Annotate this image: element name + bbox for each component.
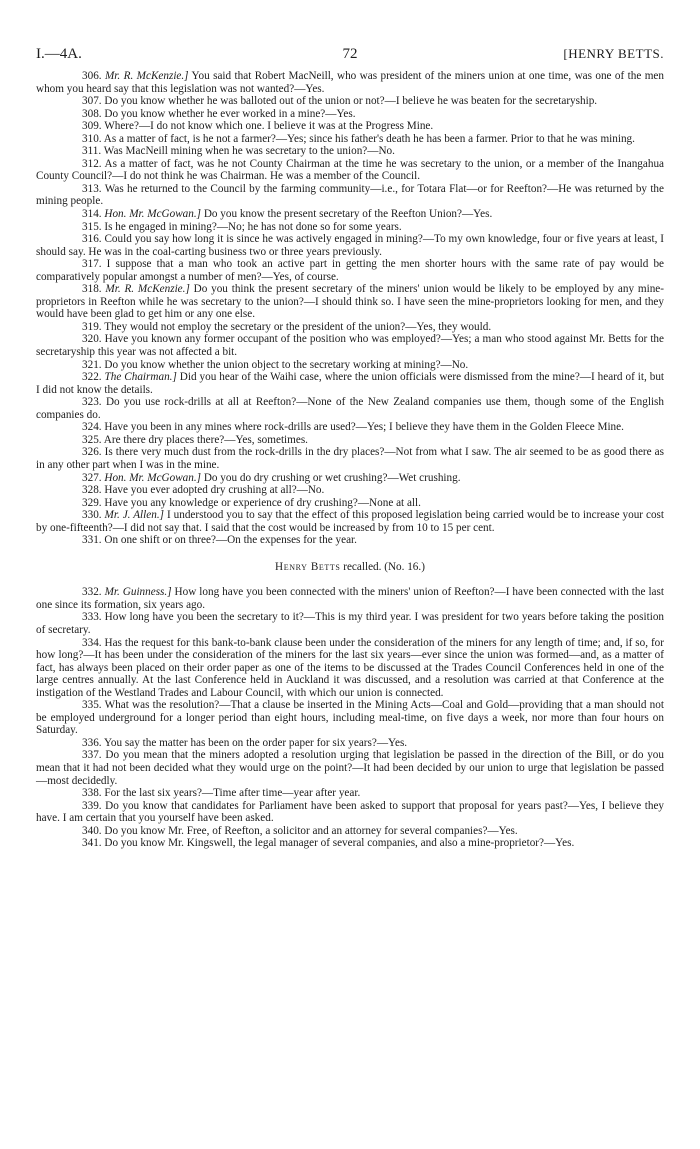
page-header (36, 46, 664, 66)
question-number: 321. (82, 358, 102, 371)
question-text: What was the resolution?—That a clause be inserted in the Mining Acts—Coal and Gold—providing that a man should not be employed underground for a longer period than eight hours, including meal-time, on five days a week, nor more than four hours on Saturday. (36, 699, 664, 737)
question-340 (36, 825, 664, 838)
question-number: 334. (82, 636, 102, 649)
question-number: 315. (82, 220, 102, 233)
question-text: Have you ever adopted dry crushing at all?—No. (104, 484, 325, 497)
question-text: I understood you to say that the effect of this proposed legislation being carried would be to increase your cost by one-fifteenth?—I did not say that. I said that the cost would be increased by from 10 to 15 per cent. (36, 509, 664, 534)
testimony-section-2 (36, 586, 664, 849)
question-324 (36, 421, 664, 434)
question-322 (36, 371, 664, 396)
question-310 (36, 133, 664, 146)
question-339 (36, 800, 664, 825)
question-number: 336. (82, 736, 102, 749)
question-number: 318. (82, 283, 102, 296)
question-text: Do you know the present secretary of the Reefton Union?—Yes. (203, 208, 493, 221)
speaker: Mr. J. Allen.] (104, 509, 164, 522)
question-text: As a matter of fact, is he not a farmer?—Yes; since his father's death he has been a farmer. Prior to that he was mining. (103, 132, 635, 145)
question-320 (36, 333, 664, 358)
witness-recalled-heading (36, 561, 664, 574)
question-331 (36, 534, 664, 547)
witness-name: Henry Betts (275, 560, 341, 573)
question-number: 320. (82, 333, 102, 346)
question-text: Did you hear of the Waihi case, where the union officials were dismissed from the mine?—I heard of it, but I did not know the details. (36, 371, 665, 396)
question-341 (36, 837, 664, 850)
question-332 (36, 586, 664, 611)
question-text: On one shift or on three?—On the expenses for the year. (104, 534, 357, 547)
question-number: 339. (82, 799, 102, 812)
question-number: 316. (82, 233, 102, 246)
question-number: 307. (82, 95, 102, 108)
question-text: Have you known any former occupant of the position who was employed?—Yes; a man who stood against Mr. Betts for the secretaryship this year was not affected a bit. (36, 333, 664, 359)
question-325 (36, 434, 664, 447)
question-307 (36, 95, 664, 108)
question-text: Do you know Mr. Kingswell, the legal manager of several companies, and also a mine-proprietor?—Yes. (104, 837, 575, 850)
question-number: 331. (82, 534, 102, 547)
question-315 (36, 221, 664, 234)
question-text: I suppose that a man who took an active part in getting the men shorter hours with the same rate of pay would be comparatively popular amongst a number of men?—Yes, of course. (36, 258, 665, 283)
question-text: Do you think the present secretary of the miners' union would be likely to be employed by any mine-proprietors in Reefton while he was secretary to the union?—I should think so. I have seen the mine-proprietors looking for men, and they would have been glad to get him or any one else. (36, 283, 664, 321)
question-326 (36, 446, 664, 471)
question-number: 338. (82, 787, 102, 800)
question-number: 337. (82, 749, 102, 762)
question-313 (36, 183, 664, 208)
question-text: Do you know whether he was balloted out of the union or not?—I believe he was beaten for the secretaryship. (104, 95, 598, 108)
question-311 (36, 145, 664, 158)
question-328 (36, 484, 664, 497)
speaker: The Chairman.] (104, 371, 177, 384)
question-text: Do you do dry crushing or wet crushing?—Wet crushing. (203, 471, 461, 484)
speaker: Hon. Mr. McGowan.] (104, 471, 202, 484)
question-number: 319. (82, 320, 102, 333)
question-number: 309. (82, 120, 102, 133)
question-text: Has the request for this bank-to-bank clause been under the consideration of the miners for any length of time; and, if so, for how long?—It has been under the consideration of the miners for the last six years—ever since the union was formed—and, as a matter of fact, has always been placed on their order paper as one of the items to be discussed at the Trades Council Conferences held in one of the large centres annually. At the last Conference held in Auckland it was discussed, and a resolution was carried at that Conference at the instigation of the Westland Trades and Labour Council, with which our union is connected. (36, 636, 665, 699)
question-336 (36, 737, 664, 750)
question-314 (36, 208, 664, 221)
question-number: 341. (82, 837, 102, 850)
question-333 (36, 611, 664, 636)
question-327 (36, 472, 664, 485)
speaker: Mr. Guinness.] (104, 586, 172, 599)
question-text: Do you know Mr. Free, of Reefton, a solicitor and an attorney for several companies?—Yes. (104, 824, 518, 837)
question-text: You say the matter has been on the order paper for six years?—Yes. (103, 736, 408, 749)
question-text: Was he returned to the Council by the farming community—i.e., for Totara Flat—or for Reefton?—He was returned by the mining people. (36, 182, 664, 208)
question-text: Are there dry places there?—Yes, sometimes. (103, 433, 308, 446)
document-code: I.—4A. (36, 46, 82, 62)
question-number: 312. (82, 157, 102, 170)
speaker: Hon. Mr. McGowan.] (104, 208, 202, 221)
question-number: 326. (82, 446, 102, 459)
question-319 (36, 321, 664, 334)
question-337 (36, 749, 664, 787)
question-329 (36, 497, 664, 510)
question-text: Have you any knowledge or experience of dry crushing?—None at all. (104, 496, 421, 509)
question-text: How long have you been the secretary to it?—This is my third year. I was president for two years before taking the position of secretary. (36, 611, 665, 636)
question-number: 333. (82, 611, 102, 624)
question-number: 317. (82, 258, 102, 271)
question-318 (36, 283, 664, 321)
question-number: 329. (82, 496, 102, 509)
question-number: 313. (82, 182, 102, 195)
question-306 (36, 70, 664, 95)
question-number: 323. (82, 396, 102, 409)
question-number: 328. (82, 484, 102, 497)
question-number: 310. (82, 132, 102, 145)
question-334 (36, 637, 664, 700)
question-text: Do you know whether the union object to the secretary working at mining?—No. (104, 358, 469, 371)
question-316 (36, 233, 664, 258)
question-text: Could you say how long it is since he was actively engaged in mining?—To my own knowledge, four or five years at least, I should say. He was in the coal-carting business two or three years previously. (36, 233, 664, 258)
question-text: Do you know that candidates for Parliament have been asked to support that proposal for years past?—Yes, I believe they have. I am certain that you yourself have been asked. (36, 799, 665, 825)
question-text: Have you been in any mines where rock-drills are used?—Yes; I believe they have them in the Golden Fleece Mine. (104, 421, 624, 434)
question-317 (36, 258, 664, 283)
question-text: Do you use rock-drills at all at Reefton?—None of the New Zealand companies use them, though some of the English companies do. (36, 396, 664, 421)
question-308 (36, 108, 664, 121)
question-text: They would not employ the secretary or the president of the union?—Yes, they would. (104, 320, 492, 333)
question-330 (36, 509, 664, 534)
question-number: 332. (82, 586, 102, 599)
page-body (36, 70, 664, 850)
question-number: 340. (82, 824, 102, 837)
question-number: 330. (82, 509, 102, 522)
page-number: 72 (342, 46, 358, 62)
question-number: 308. (82, 107, 102, 120)
question-335 (36, 699, 664, 737)
question-321 (36, 359, 664, 372)
question-number: 325. (82, 433, 102, 446)
question-309 (36, 120, 664, 133)
question-323 (36, 396, 664, 421)
question-text: Is he engaged in mining?—No; he has not done so for some years. (104, 220, 402, 233)
question-number: 327. (82, 471, 102, 484)
question-number: 311. (82, 145, 102, 158)
speaker: Mr. R. McKenzie.] (104, 70, 189, 82)
question-number: 335. (82, 699, 102, 712)
question-338 (36, 787, 664, 800)
question-number: 322. (82, 371, 102, 384)
question-text: As a matter of fact, was he not County Chairman at the time he was secretary to the union, or a member of the Inangahua County Council?—I do not think he was Chairman. He was a member of the Council. (36, 157, 664, 183)
question-text: Was MacNeill mining when he was secretary to the union?—No. (103, 145, 395, 158)
question-number: 314. (82, 208, 102, 221)
question-text: Where?—I do not know which one. I believe it was at the Progress Mine. (104, 120, 434, 133)
question-text: Do you know whether he ever worked in a mine?—Yes. (104, 107, 356, 120)
question-text: Is there very much dust from the rock-drills in the dry places?—Not from what I saw. The air seemed to be as good there as in any other part when I was in the mine. (36, 446, 664, 471)
speaker: Mr. R. McKenzie.] (105, 283, 190, 296)
testimony-section-1 (36, 70, 664, 547)
question-text: For the last six years?—Time after time—year after year. (104, 787, 361, 800)
question-text: You said that Robert MacNeill, who was president of the miners union at one time, was one of the men whom you heard say that this legislation was not wanted?—Yes. (36, 70, 664, 95)
question-text: How long have you been connected with the miners' union of Reefton?—I have been connected with the last one since its formation, six years ago. (36, 586, 664, 611)
question-312 (36, 158, 664, 183)
running-head: [HENRY BETTS. (563, 46, 664, 61)
witness-recalled-note: recalled. (No. 16.) (343, 560, 425, 573)
question-text: Do you mean that the miners adopted a resolution urging that legislation be passed in the direction of the Bill, or do you mean that it had not been decided what they would urge on the point?—It had been decided by our union to urge that legislation be passed—most decidedly. (36, 749, 664, 787)
question-number: 324. (82, 421, 102, 434)
question-number: 306. (82, 70, 102, 82)
